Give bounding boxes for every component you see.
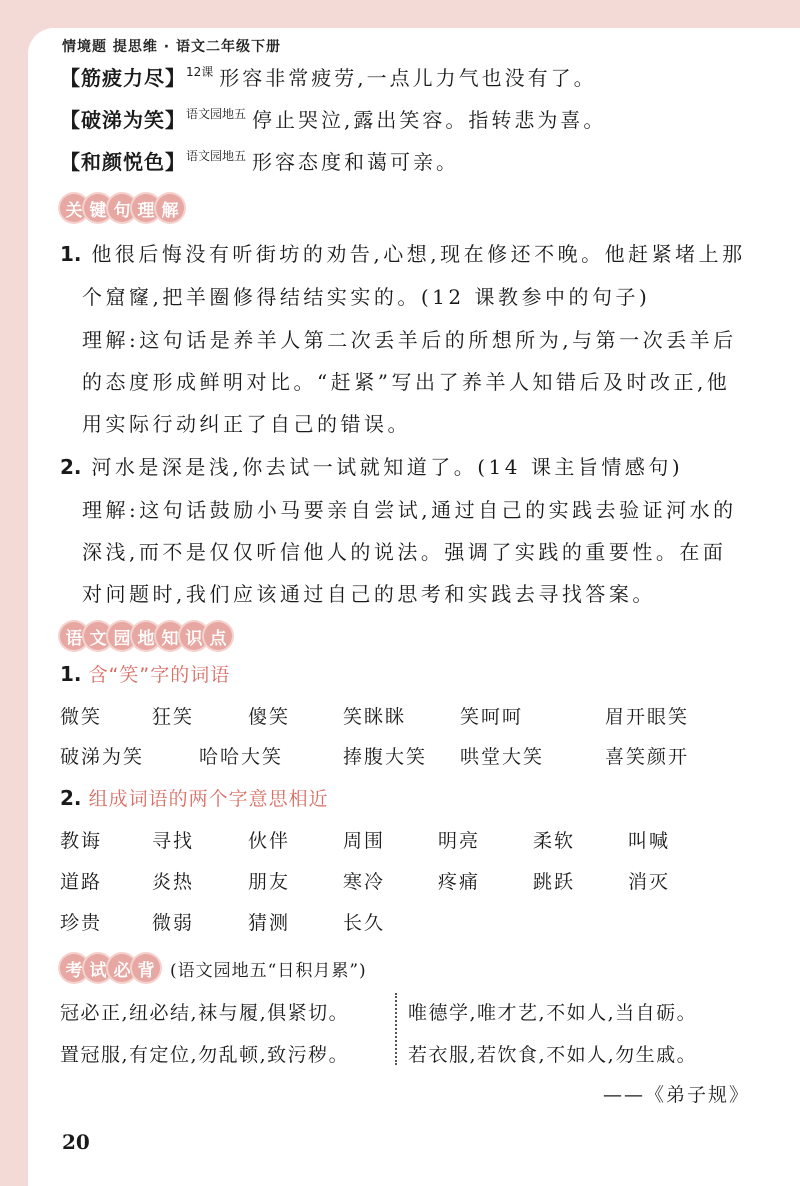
section-banner-key-sentences	[60, 192, 180, 224]
explain-line: 深浅,而不是仅仅听信他人的说法。强调了实践的重要性。在面	[82, 540, 727, 564]
explain-line: 理解:这句话鼓励小马要亲自尝试,通过自己的实践去验证河水的	[82, 498, 737, 522]
item-text: 河水是深是浅,你去试一试就知道了。(14 课主旨情感句)	[91, 455, 684, 479]
item-line	[82, 281, 650, 310]
banner-char: 文	[84, 622, 112, 650]
banner-char: 关	[60, 194, 88, 222]
idiom-line	[60, 104, 606, 133]
idiom-line	[60, 62, 597, 91]
banner-char: 解	[156, 194, 184, 222]
column-divider	[395, 993, 397, 1065]
idiom-line	[60, 146, 459, 175]
word-item: 教诲	[60, 830, 103, 852]
banner-char: 点	[204, 622, 232, 650]
word-item: 喜笑颜开	[605, 746, 690, 768]
section-banner-knowledge	[60, 620, 228, 652]
item-number: 2.	[60, 455, 82, 479]
sub-label: 组成词语的两个字意思相近	[88, 788, 329, 810]
word-item: 叫喊	[628, 830, 671, 852]
banner-char: 试	[84, 954, 112, 982]
idiom-meaning: 形容非常疲劳,一点儿力气也没有了。	[219, 66, 597, 90]
word-item: 消灭	[628, 871, 671, 893]
idiom-term: 【筋疲力尽】	[60, 66, 186, 90]
word-item: 柔软	[533, 830, 576, 852]
word-item: 寒冷	[343, 871, 386, 893]
subheading-synonyms	[60, 784, 329, 811]
banner-char: 背	[132, 954, 160, 982]
banner-char: 必	[108, 954, 136, 982]
idiom-term: 【破涕为笑】	[60, 108, 186, 132]
banner-char: 地	[132, 622, 160, 650]
running-header: 情境题 提思维 · 语文二年级下册	[62, 39, 281, 55]
explain-line: 对问题时,我们应该通过自己的思考和实践去寻找答案。	[82, 582, 656, 606]
explain-line: 的态度形成鲜明对比。“赶紧”写出了养羊人知错后及时改正,他	[82, 370, 731, 394]
subheading-laugh-words	[60, 660, 230, 687]
recite-line: 唯德学,唯才艺,不如人,当自砺。	[408, 1002, 698, 1024]
word-item: 疼痛	[438, 871, 481, 893]
item-text: 他很后悔没有听街坊的劝告,心想,现在修还不晚。他赶紧堵上那	[91, 242, 746, 266]
idiom-meaning: 形容态度和蔼可亲。	[252, 150, 460, 174]
word-item: 寻找	[152, 830, 195, 852]
word-item: 道路	[60, 871, 103, 893]
item-text: 个窟窿,把羊圈修得结结实实的。(12 课教参中的句子)	[82, 285, 651, 309]
page-number: 20	[62, 1130, 90, 1154]
section-banner-must-recite	[60, 952, 367, 984]
word-item: 笑呵呵	[460, 706, 524, 728]
banner-char: 考	[60, 954, 88, 982]
recite-line: 冠必正,纽必结,袜与履,俱紧切。	[60, 1002, 350, 1024]
banner-char: 键	[84, 194, 112, 222]
sub-number: 1.	[60, 662, 82, 686]
word-item: 傻笑	[248, 706, 291, 728]
word-item: 猜测	[248, 912, 291, 934]
idiom-meaning: 停止哭泣,露出笑容。指转悲为喜。	[252, 108, 607, 132]
word-item: 哈哈大笑	[199, 746, 284, 768]
banner-char: 知	[156, 622, 184, 650]
word-item: 周围	[343, 830, 386, 852]
banner-char: 识	[180, 622, 208, 650]
word-item: 伙伴	[248, 830, 291, 852]
word-item: 捧腹大笑	[343, 746, 428, 768]
idiom-source: 语文园地五	[186, 107, 247, 121]
item-number: 1.	[60, 242, 82, 266]
sub-label: 含“笑”字的词语	[88, 664, 231, 686]
explain-line: 用实际行动纠正了自己的错误。	[82, 412, 411, 436]
word-item: 破涕为笑	[60, 746, 145, 768]
recite-line: 置冠服,有定位,勿乱顿,致污秽。	[60, 1044, 350, 1066]
word-item: 炎热	[152, 871, 195, 893]
word-item: 笑眯眯	[343, 706, 407, 728]
recite-line: 若衣服,若饮食,不如人,勿生戚。	[408, 1044, 698, 1066]
item-line	[60, 451, 683, 480]
word-item: 微笑	[60, 706, 103, 728]
word-item: 眉开眼笑	[605, 706, 690, 728]
banner-char: 语	[60, 622, 88, 650]
idiom-source: 12课	[186, 65, 214, 79]
word-item: 长久	[343, 912, 386, 934]
word-item: 珍贵	[60, 912, 103, 934]
item-line	[60, 238, 746, 267]
explain-line: 理解:这句话是养羊人第二次丢羊后的所想所为,与第一次丢羊后	[82, 328, 737, 352]
banner-char: 句	[108, 194, 136, 222]
word-item: 微弱	[152, 912, 195, 934]
idiom-source: 语文园地五	[186, 149, 247, 163]
banner-char: 园	[108, 622, 136, 650]
idiom-term: 【和颜悦色】	[60, 150, 186, 174]
banner-note: (语文园地五“日积月累”)	[170, 960, 367, 981]
word-item: 哄堂大笑	[460, 746, 545, 768]
word-item: 明亮	[438, 830, 481, 852]
word-item: 狂笑	[152, 706, 195, 728]
banner-char: 理	[132, 194, 160, 222]
word-item: 朋友	[248, 871, 291, 893]
sub-number: 2.	[60, 786, 82, 810]
word-item: 跳跃	[533, 871, 576, 893]
recite-source: ——《弟子规》	[602, 1084, 750, 1106]
